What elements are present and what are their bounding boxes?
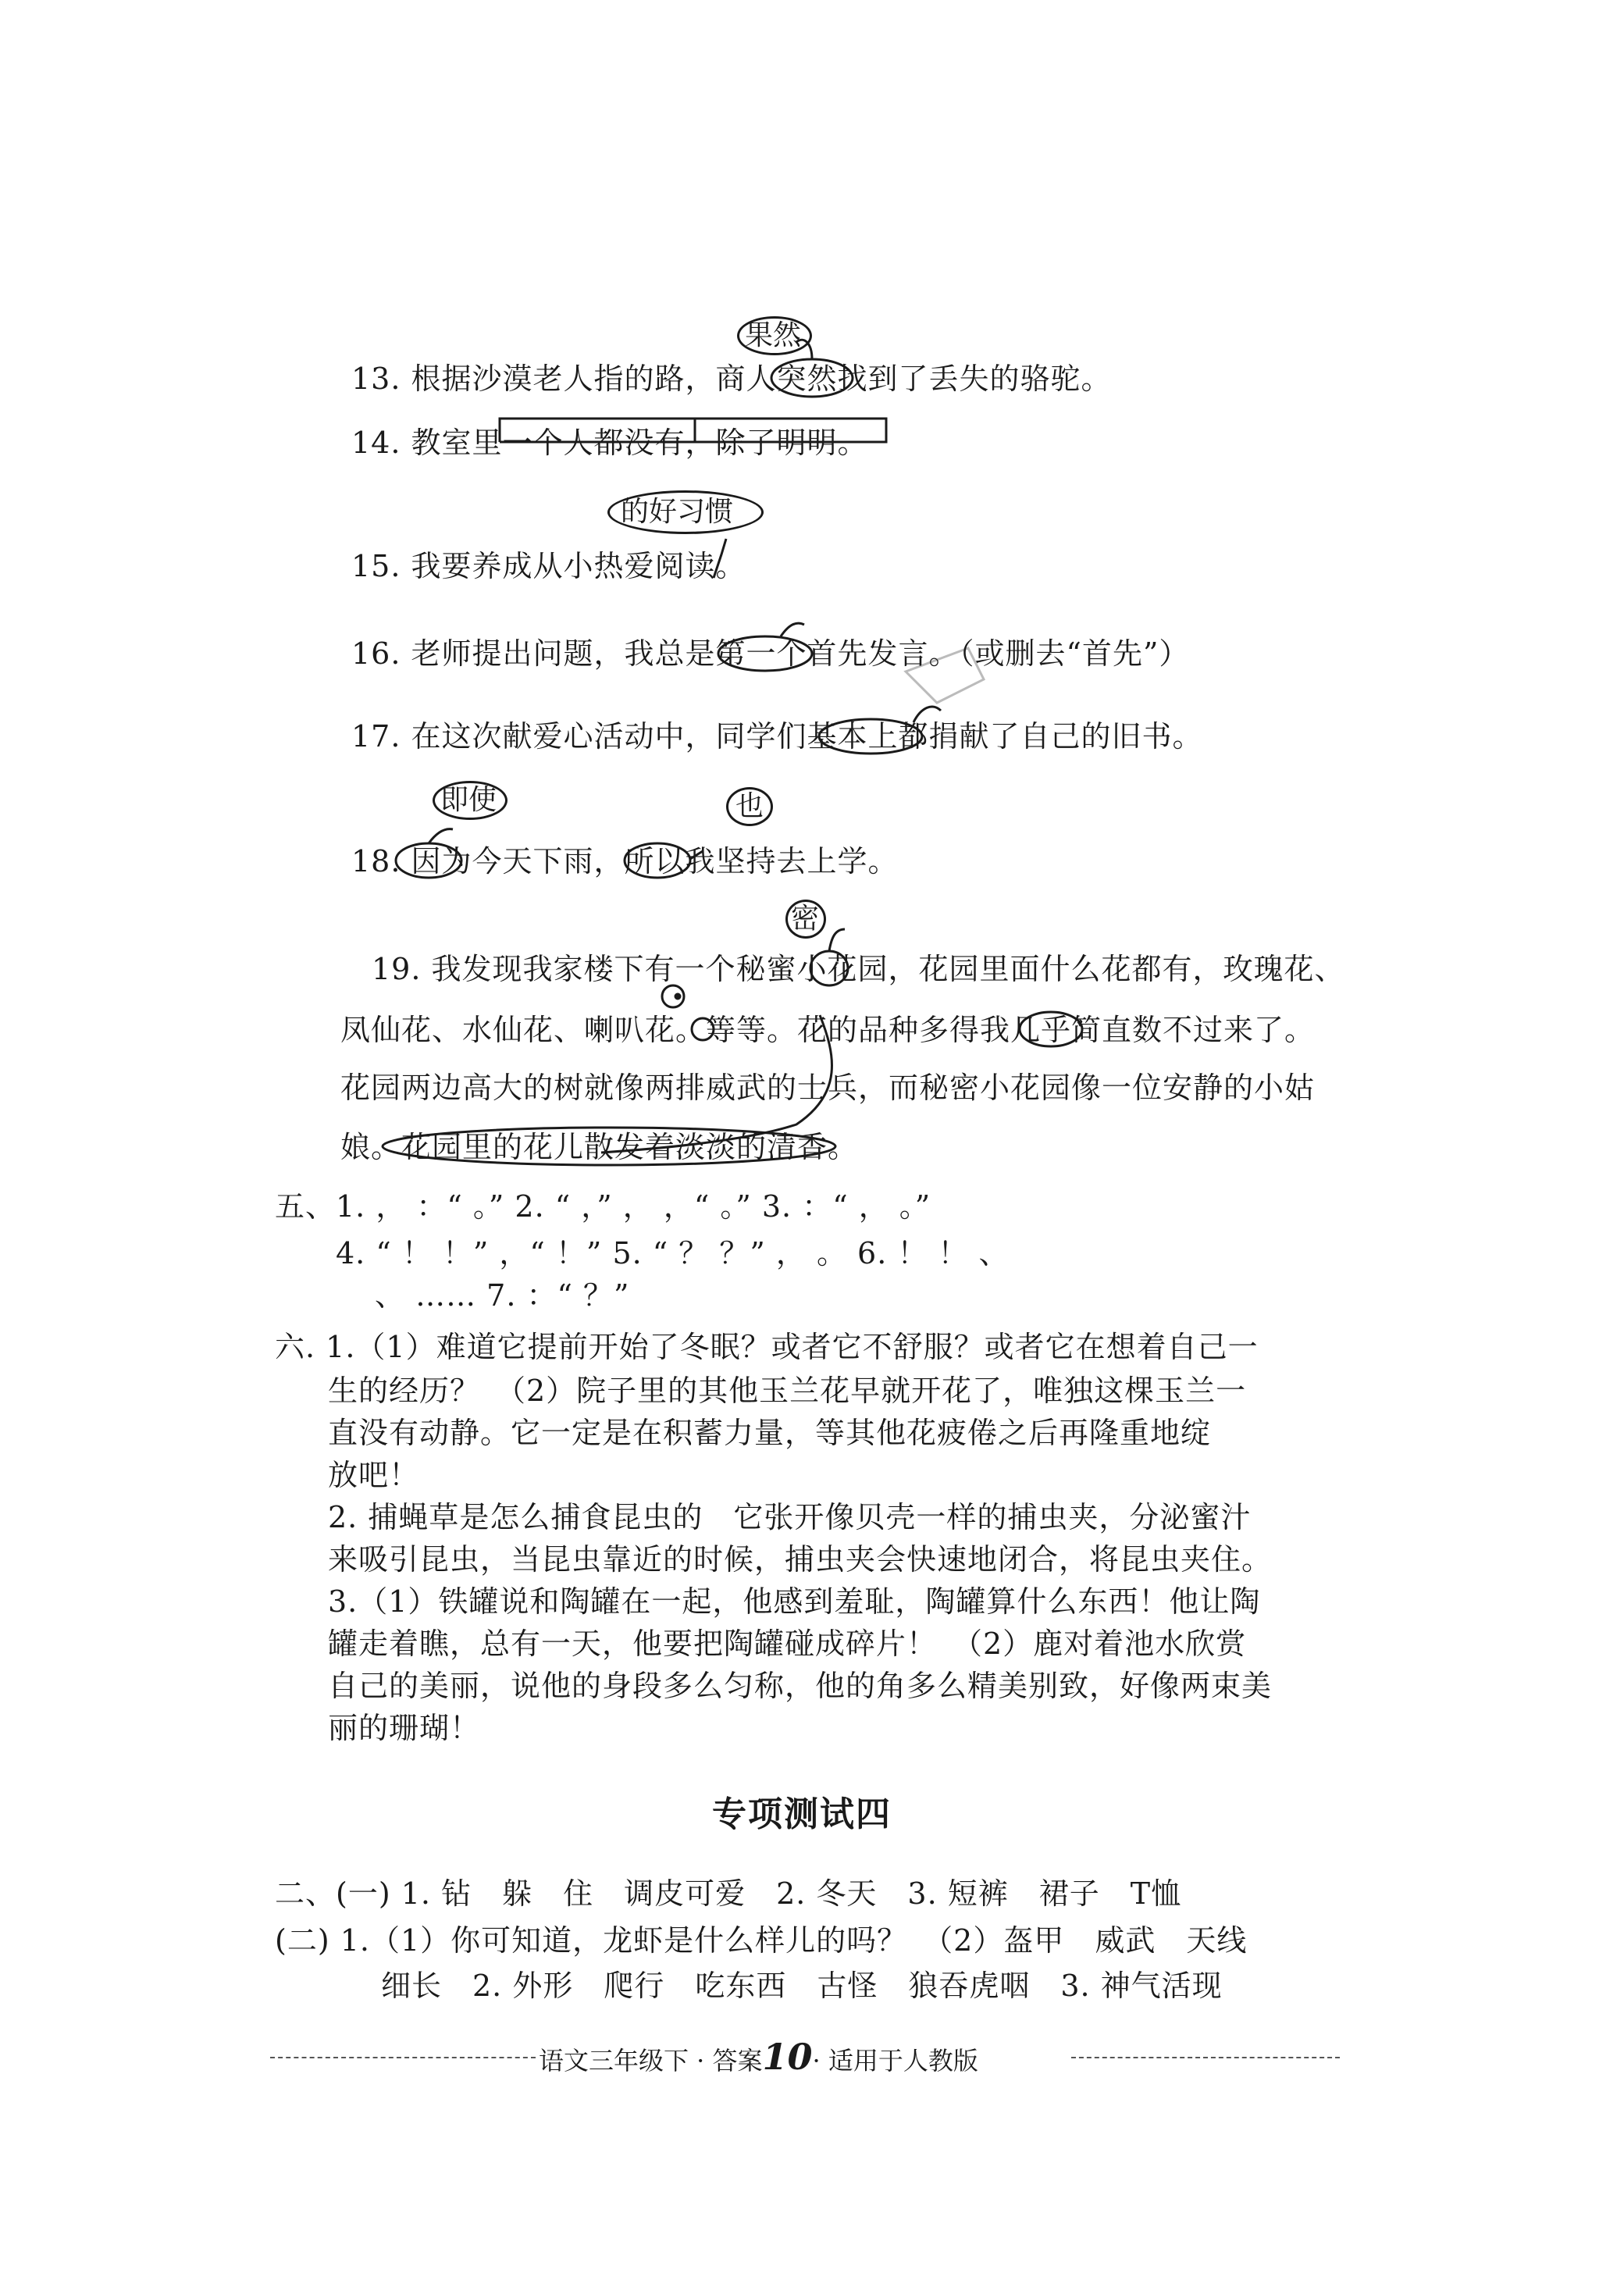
item-19-line-4: 娘。花园里的花儿散发着淡淡的清香。	[340, 1130, 859, 1164]
section-5-line-3: 、 …… 7. ：“ ？”	[375, 1278, 630, 1313]
footer-rule-right	[1071, 2057, 1340, 2058]
item-17: 17. 在这次献爱心活动中，同学们基本上都捐献了自己的旧书。	[351, 719, 1203, 754]
footer-left-text: 语文三年级下 · 答案	[539, 2046, 763, 2076]
item-18: 18. 因为今天下雨，所以我坚持去上学。	[351, 844, 899, 878]
section-6-line-10: 丽的珊瑚！	[328, 1711, 481, 1745]
section-2-line-3: 细长 2. 外形 爬行 吃东西 古怪 狼吞虎咽 3. 神气活现	[381, 1969, 1223, 2003]
section-6-line-6: 来吸引昆虫，当昆虫靠近的时候，捕虫夹会快速地闭合，将昆虫夹住。	[328, 1542, 1273, 1577]
section-6-line-1: 六. 1.（1）难道它提前开始了冬眠？或者它不舒服？或者它在想着自己一	[275, 1330, 1259, 1364]
section-2-line-2: (二) 1.（1）你可知道，龙虾是什么样儿的吗？ （2）盔甲 威武 天线	[275, 1923, 1248, 1958]
item-19-line-1: 19. 我发现我家楼下有一个秘蜜小花园，花园里面什么花都有，玫瑰花、	[372, 952, 1345, 986]
edit-word-q19: 密	[791, 903, 820, 935]
section-5-line-1: 五、1. ， ：“ 。” 2. “ ，” ， ，“ 。” 3. ：“ ， 。”	[275, 1189, 931, 1224]
section-6-line-4: 放吧！	[328, 1458, 420, 1492]
page-footer	[539, 2036, 978, 2078]
section-6-line-2: 生的经历？ （2）院子里的其他玉兰花早就开花了，唯独这棵玉兰一	[328, 1374, 1247, 1408]
section-5-line-2: 4. “ ！ ！” ，“ ！” 5. “ ？ ？” ， 。 6. ！ ！ 、	[336, 1236, 1010, 1270]
item-19-line-3: 花园两边高大的树就像两排威武的士兵，而秘密小花园像一位安静的小姑	[340, 1071, 1316, 1105]
section-6-line-9: 自己的美丽，说他的身段多么匀称，他的角多么精美别致，好像两束美	[328, 1669, 1273, 1703]
edit-word-q13: 果然	[745, 319, 802, 351]
section-6-line-3: 直没有动静。它一定是在积蓄力量，等其他花疲倦之后再隆重地绽	[328, 1416, 1212, 1450]
footer-rule-left	[270, 2057, 536, 2058]
page-number: 10	[762, 2036, 813, 2078]
section-6-line-8: 罐走着瞧，总有一天，他要把陶罐碰成碎片！ （2）鹿对着池水欣赏	[328, 1627, 1247, 1661]
section-6-line-5: 2. 捕蝇草是怎么捕食昆虫的 它张开像贝壳一样的捕虫夹，分泌蜜汁	[328, 1500, 1252, 1534]
item-13: 13. 根据沙漠老人指的路，商人突然找到了丢失的骆驼。	[351, 362, 1112, 396]
item-14: 14. 教室里一个人都没有，除了明明。	[351, 426, 868, 460]
section-2-line-1: 二、(一) 1. 钻 躲 住 调皮可爱 2. 冬天 3. 短裤 裙子 T恤	[275, 1876, 1182, 1911]
edit-word-q18a: 即使	[440, 784, 497, 816]
section-heading: 专项测试四	[712, 1794, 892, 1834]
item-15: 15. 我要养成从小热爱阅读。	[351, 549, 746, 583]
edit-word-q15: 的好习惯	[621, 496, 734, 528]
item-19-line-2: 凤仙花、水仙花、喇叭花。等等。花的品种多得我几乎简直数不过来了。	[340, 1013, 1316, 1047]
item-16: 16. 老师提出问题，我总是第一个首先发言。（或删去“首先”）	[351, 636, 1190, 671]
section-6-line-7: 3.（1）铁罐说和陶罐在一起，他感到羞耻，陶罐算什么东西！他让陶	[328, 1584, 1261, 1619]
edit-word-q18b: 也	[735, 790, 764, 822]
footer-right-text: · 适用于人教版	[812, 2046, 978, 2076]
